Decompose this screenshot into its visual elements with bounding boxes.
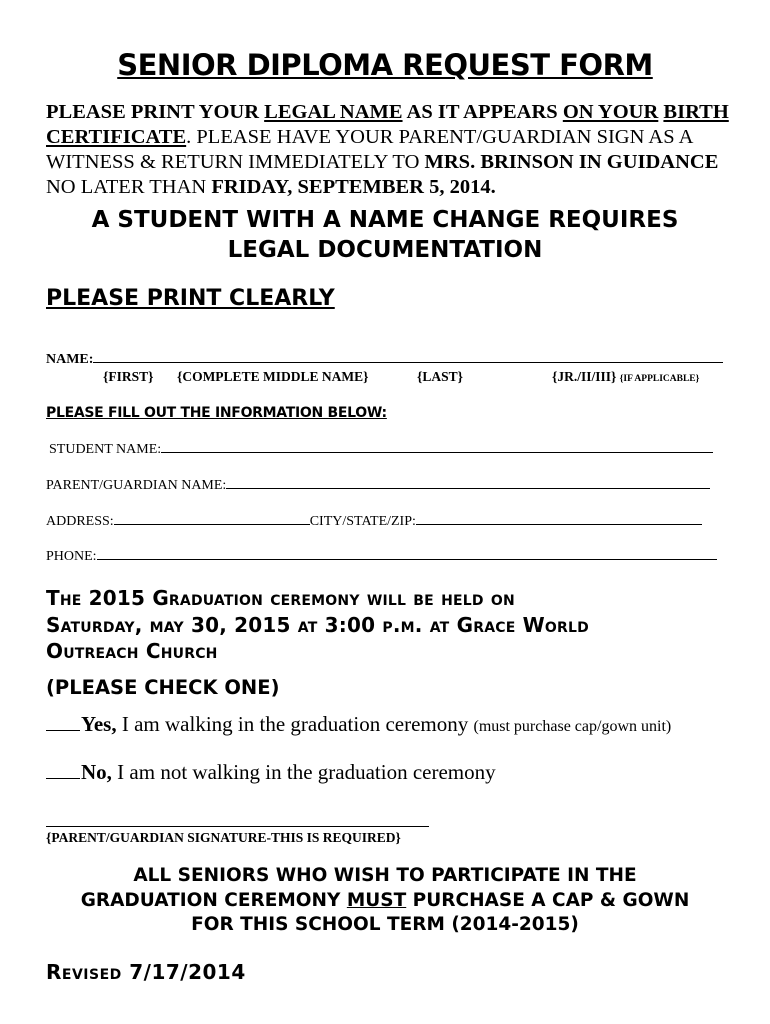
name-change-notice	[0, 205, 770, 265]
legal-name-emphasis: LEGAL NAME	[264, 101, 403, 123]
yes-text: I am walking in the graduation ceremony	[116, 712, 474, 736]
phone-input-line[interactable]	[97, 547, 717, 560]
city-state-zip-label: CITY/STATE/ZIP:	[309, 514, 416, 529]
parent-name-input-line[interactable]	[226, 476, 710, 489]
student-name-row	[49, 440, 713, 458]
check-one-heading: (PLEASE CHECK ONE)	[46, 676, 280, 699]
cap-gown-line-2	[0, 889, 770, 914]
name-first-sublabel: {FIRST}	[103, 369, 154, 384]
no-text: I am not walking in the graduation ceremony	[111, 760, 496, 784]
option-yes-row	[46, 712, 671, 737]
name-label: NAME:	[46, 352, 94, 367]
ceremony-announcement	[46, 585, 746, 665]
student-name-input-line[interactable]	[161, 440, 713, 453]
cap-gown-line-2b: PURCHASE A CAP & GOWN	[406, 889, 690, 911]
address-row	[46, 512, 702, 530]
yes-checkbox-line[interactable]	[46, 714, 80, 731]
name-change-line-2: LEGAL DOCUMENTATION	[227, 237, 543, 263]
suffix-note: {IF APPLICABLE}	[619, 374, 700, 384]
name-suffix-sublabel	[552, 369, 699, 385]
name-change-line-1: A STUDENT WITH A NAME CHANGE REQUIRES	[91, 207, 679, 233]
deadline-date: FRIDAY, SEPTEMBER 5, 2014.	[211, 176, 496, 198]
fill-out-heading: PLEASE FILL OUT THE INFORMATION BELOW:	[46, 405, 387, 421]
signature-label: {PARENT/GUARDIAN SIGNATURE-THIS IS REQUIRED}	[46, 830, 401, 845]
no-checkbox-line[interactable]	[46, 762, 80, 779]
ceremony-line-2: Saturday, may 30, 2015 at 3:00 p.m. at Grace World	[46, 612, 589, 637]
cap-gown-notice	[0, 864, 770, 938]
address-label: ADDRESS:	[46, 514, 114, 529]
revised-date: Revised 7/17/2014	[46, 960, 246, 984]
birth-certificate-emphasis: BIRTH CERTIFICATE	[46, 101, 729, 148]
option-no-row	[46, 760, 496, 785]
print-clearly-heading: PLEASE PRINT CLEARLY	[46, 286, 335, 311]
suffix-label: {JR./II/III}	[552, 369, 617, 384]
address-input-line[interactable]	[114, 512, 310, 525]
must-emphasis: MUST	[346, 889, 407, 911]
on-your-emphasis: ON YOUR	[562, 101, 659, 123]
parent-name-label: PARENT/GUARDIAN NAME:	[46, 478, 227, 493]
instructions-paragraph	[46, 100, 736, 200]
parent-name-row	[46, 476, 710, 494]
name-middle-sublabel: {COMPLETE MIDDLE NAME}	[177, 369, 369, 384]
name-last-sublabel: {LAST}	[417, 369, 463, 384]
signature-line[interactable]	[46, 826, 429, 827]
student-name-label: STUDENT NAME:	[49, 442, 162, 457]
name-field-row	[46, 350, 723, 368]
name-input-line[interactable]	[93, 350, 723, 363]
yes-label: Yes,	[81, 712, 117, 736]
intro-text-4: NO LATER THAN	[46, 176, 212, 198]
ceremony-line-3: Outreach Church	[46, 639, 218, 663]
phone-row	[46, 547, 717, 565]
form-title: SENIOR DIPLOMA REQUEST FORM	[117, 48, 653, 82]
in-guidance: IN GUIDANCE	[578, 151, 719, 173]
no-label: No,	[81, 760, 112, 784]
intro-text-3: . PLEASE HAVE YOUR PARENT/GUARDIAN SIGN AS A WITNESS & RETURN IMMEDIATELY TO	[46, 126, 693, 173]
intro-text-2: AS IT APPEARS	[402, 101, 563, 123]
cap-gown-line-1: ALL SENIORS WHO WISH TO PARTICIPATE IN THE	[133, 865, 637, 886]
phone-label: PHONE:	[46, 549, 97, 564]
yes-note: (must purchase cap/gown unit)	[473, 718, 672, 735]
ceremony-line-1: The 2015 Graduation ceremony will be held on	[46, 586, 515, 610]
intro-text-1: PLEASE PRINT YOUR	[46, 101, 265, 123]
city-state-zip-input-line[interactable]	[416, 512, 702, 525]
mrs-brinson: MRS. BRINSON	[424, 151, 574, 173]
cap-gown-line-2a: GRADUATION CEREMONY	[80, 889, 347, 911]
cap-gown-line-3: FOR THIS SCHOOL TERM (2014-2015)	[191, 914, 579, 935]
